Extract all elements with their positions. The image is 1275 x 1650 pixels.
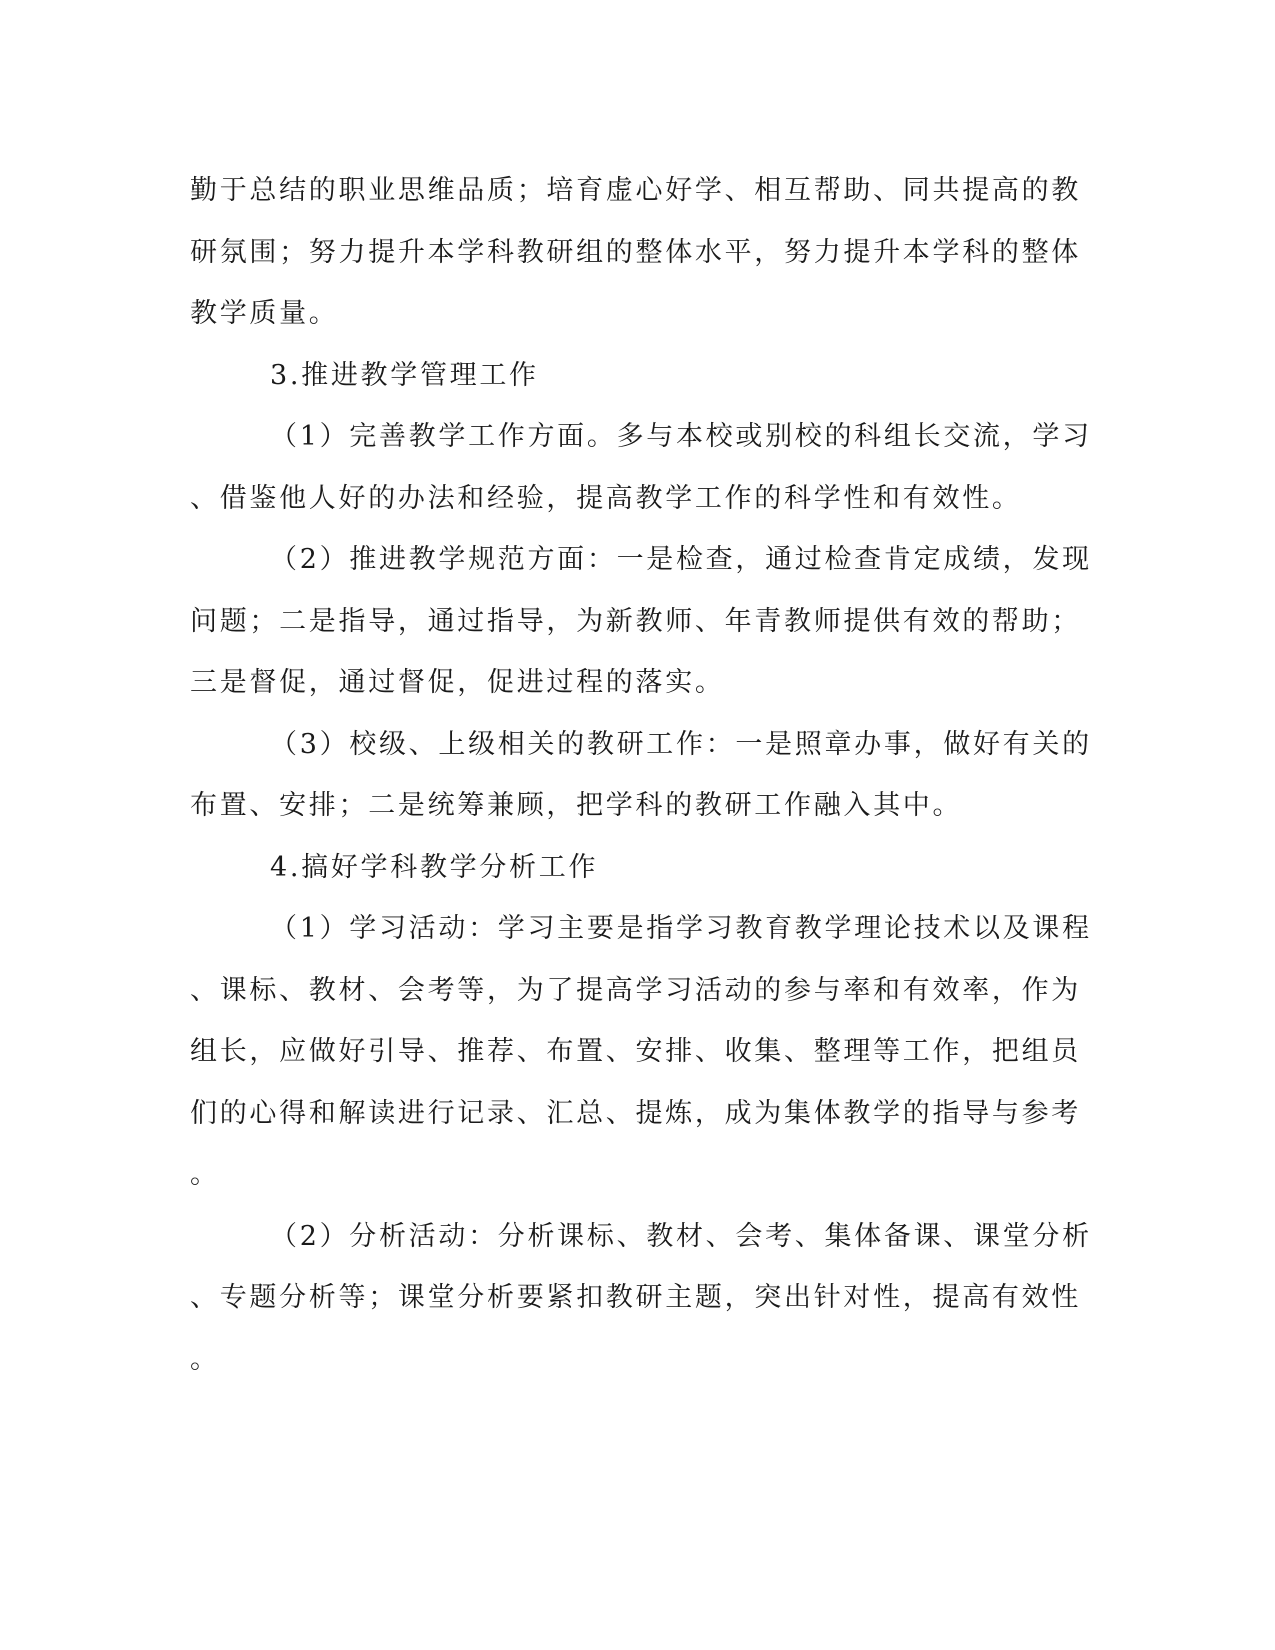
text-line: （2）分析活动：分析课标、教材、会考、集体备课、课堂分析 — [270, 1220, 1092, 1252]
text-line: 3.推进教学管理工作 — [270, 359, 539, 391]
text-line: 布置、安排；二是统筹兼顾，把学科的教研工作融入其中。 — [190, 790, 963, 821]
text-line: （1）完善教学工作方面。多与本校或别校的科组长交流，学习 — [270, 421, 1092, 452]
text-line: 组长，应做好引导、推荐、布置、安排、收集、整理等工作，把组员 — [190, 1036, 1081, 1067]
text-line: 、借鉴他人好的办法和经验，提高教学工作的科学性和有效性。 — [190, 482, 1022, 514]
text-line: 们的心得和解读进行记录、汇总、提炼，成为集体教学的指导与参考 — [190, 1097, 1081, 1129]
text-line: 三是督促，通过督促，促进过程的落实。 — [190, 667, 725, 698]
text-line: 。 — [190, 1343, 220, 1375]
document-body — [190, 160, 1092, 1390]
text-line: （3）校级、上级相关的教研工作：一是照章办事，做好有关的 — [270, 728, 1092, 760]
text-line: 、专题分析等；课堂分析要紧扣教研主题，突出针对性，提高有效性 — [190, 1282, 1081, 1313]
text-line: 教学质量。 — [190, 298, 339, 329]
text-line: 4.搞好学科教学分析工作 — [270, 851, 599, 883]
text-line: 、课标、教材、会考等，为了提高学习活动的参与率和有效率，作为 — [190, 974, 1081, 1006]
text-line: 。 — [190, 1159, 220, 1190]
text-line: 问题；二是指导，通过指导，为新教师、年青教师提供有效的帮助； — [190, 605, 1081, 637]
text-line: （2）推进教学规范方面：一是检查，通过检查肯定成绩，发现 — [270, 544, 1092, 575]
text-line: 勤于总结的职业思维品质；培育虚心好学、相互帮助、同共提高的教 — [190, 175, 1081, 206]
text-line: （1）学习活动：学习主要是指学习教育教学理论技术以及课程 — [270, 913, 1092, 944]
text-line: 研氛围；努力提升本学科教研组的整体水平，努力提升本学科的整体 — [190, 236, 1081, 268]
